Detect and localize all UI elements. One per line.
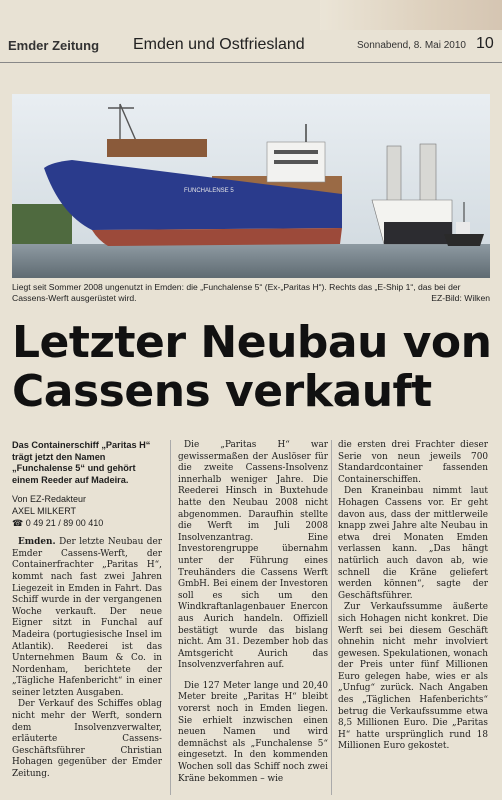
page-number: 10 [476, 35, 494, 52]
paragraph [12, 699, 162, 780]
paragraph-text: Der letzte Neubau der Emder Cassens-Werft, der Containerfrachter „Paritas H“, kommt nach fast zwei Jahren Liegezeit in Emden in Fahrt. Das Schiff wurde in der vergangenen Woche verkauft. Der neue Eigner sitzt in Funchal auf Madeira (portugiesische Insel im Atlantik). Reederei ist das Unternehmen Baum & Co. in Nordenham, berichtete der „Tägliche Hafenbericht“ in einer seiner letzten Ausgaben. [12, 537, 162, 698]
paragraph: die ersten drei Frachter dieser Serie von neun jeweils 700 Standardcontainer fassenden Containerschiffen. [338, 440, 488, 485]
photo-credit: EZ-Bild: Wilken [431, 293, 490, 303]
photo-caption [12, 282, 490, 304]
article-column-1 [12, 440, 162, 781]
paragraph: Die 127 Meter lange und 20,40 Meter breite „Paritas H“ bleibt vorerst noch in Emden liegen. Sie erhielt inzwischen einen neuen Namen und wird demnächst als „Funchalense 5“ eingesetzt. In den kommenden Wochen soll das Schiff noch zwei Kräne bekommen – wie [178, 680, 328, 784]
hull-name: FUNCHALENSE 5 [184, 188, 234, 194]
dateline: Emden. [18, 537, 56, 548]
bleed-through-ad [320, 0, 502, 30]
headline-line-1: Letzter Neubau von [12, 317, 492, 368]
column-rule [331, 440, 332, 795]
paragraph [12, 537, 162, 699]
water [12, 244, 490, 278]
newspaper-name: Emder Zeitung [8, 38, 100, 53]
section-title: Emden und Ostfriesland [133, 36, 305, 53]
author-block [12, 494, 162, 529]
teaser: Das Containerschiff „Paritas H“ trägt jetzt den Namen „Funchalense 5“ und gehört einem Reeder auf Madeira. [12, 440, 151, 485]
ship-photo [12, 94, 490, 278]
paragraph-text: Der Verkauf des Schiffes oblag nicht mehr der Werft, sondern dem Insolvenzverwalter, erläuterte Cassens-Geschäftsführer Christian Hohagen gegenüber der Emder Zeitung. [12, 699, 162, 780]
paragraph: Den Kraneinbau nimmt laut Hohagen Cassens vor. Er geht davon aus, dass der mittlerweile knapp zwei Jahre alte Neubau in etwa drei Monaten Emden verlassen kann. „Das hängt natürlich auch davon ab, wie schnell die Kräne geliefert werden können“, sagte der Geschäftsführer. [338, 486, 488, 601]
ship-photo-illustration [12, 94, 490, 278]
headline [12, 318, 492, 416]
author-prefix: Von EZ-Redakteur [12, 494, 87, 505]
issue-date: Sonnabend, 8. Mai 2010 [357, 40, 466, 51]
page-header [0, 0, 502, 63]
article-column-3 [338, 440, 488, 753]
paragraph: Zur Verkaufssumme äußerte sich Hohagen nicht konkret. Die Werft sei bei diesem Geschäft ohnehin nicht mehr involviert gewesen. Spekulationen, wonach der Preis unter fünf Millionen Euro gelegen habe, wies er als „Unfug“ zurück. Nach Angaben des „Täglichen Hafenberichts“ betrug die Verkaufssumme etwa 8,5 Millionen Euro. Die „Paritas H“ hatte ursprünglich rund 18 Millionen Euro gekostet. [338, 602, 488, 752]
author-phone: ☎ 0 49 21 / 89 00 410 [12, 517, 104, 528]
paragraph: Die „Paritas H“ war gewissermaßen der Auslöser für die zweite Cassens-Insolvenz innerhalb weniger Jahre. Die Reederei Hinsch in Buxtehude hatte den Neubau 2008 nicht abgenommen. Daraufhin stellte die Werft im Juli 2008 Insolvenzantrag. Eine Investorengruppe übernahm unter der Führung eines Treuhänders die Cassens Werft GmbH. Bei einem der Investoren soll es sich um den Windkraftanlagenbauer Enercon aus Aurich handeln. Offiziell bestätigt wurde das bislang nicht. Am 31. Dezember hob das Amtsgericht Aurich das Insolvenzverfahren auf. [178, 440, 328, 671]
author-name: AXEL MILKERT [12, 505, 77, 516]
column-rule [170, 440, 171, 795]
caption-text: Liegt seit Sommer 2008 ungenutzt in Emden: die „Funchalense 5“ (Ex-„Paritas H“). Rechts das „E-Ship 1“, das bei der Cassens-Werft ausgerüstet wird. [12, 282, 461, 303]
trees [12, 204, 72, 244]
headline-line-2: Cassens verkauft [12, 366, 432, 417]
article-column-2 [178, 440, 328, 785]
